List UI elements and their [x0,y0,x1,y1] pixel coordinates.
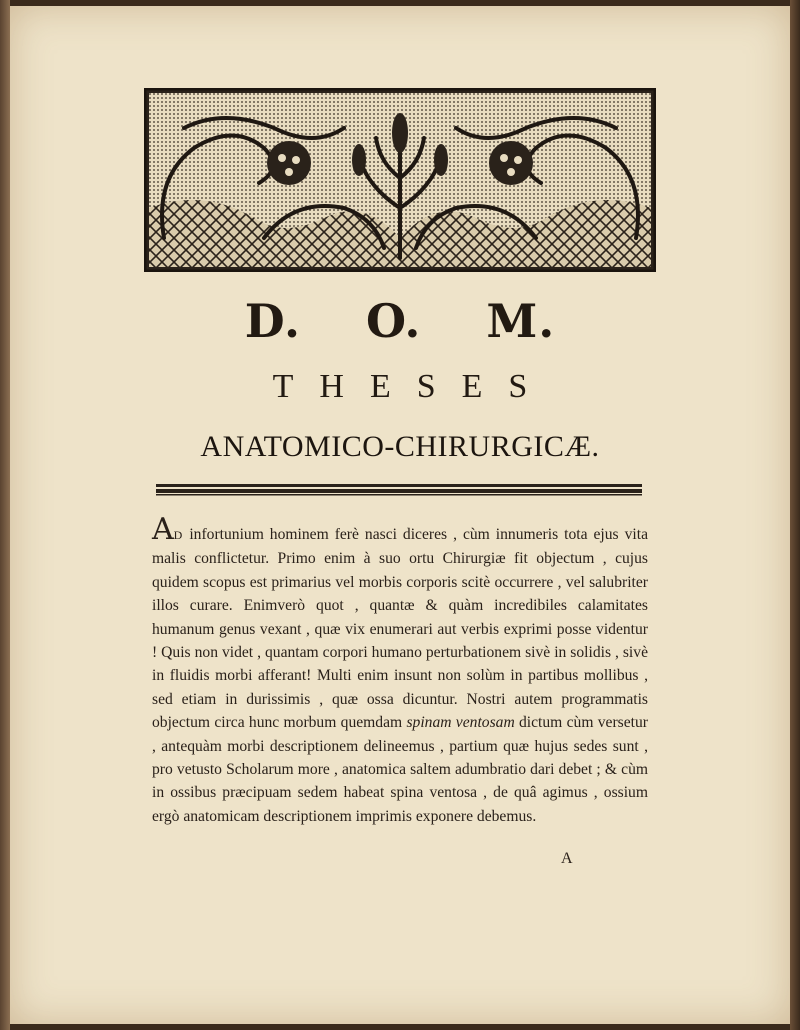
page-right-edge [790,0,800,1030]
page-binding-edge [0,0,10,1030]
catchword: A [561,850,573,867]
body-paragraph [152,512,648,828]
subtitle-heading: ANATOMICO-CHIRURGICÆ. [200,430,600,463]
theses-heading: THESES [272,368,554,405]
small-cap: D [173,528,184,542]
body-text-part-2: dictum cùm versetur , antequàm morbi descriptionem delineemus , partium quæ hujus sedes sunt , pro vetusto Scholarum more , anatomica saltem adumbratio dari debet ; & cùm in ossibus præcipuam sedem habeat spina ventosa , de quâ agimus , ossium ergò anatomicam descriptionem imprimis exponere debemus. [152,714,648,825]
dom-heading: D. O. M. [244,294,556,348]
body-text-part-1: infortunium hominem ferè nasci diceres , cùm innumeris tota ejus vita malis conflictetur. Primo enim à suo ortu Chirurgiæ fit objectum , cujus quidem scopus est primarius vel morbis corporis scitè occurrere , vel salubriter illos curare. Enimverò quot , quantæ & quàm incredibiles calamitates humanum genus vexant , quæ vix enumerari aut verbis exprimi posse videntur ! Quis non videt , quantam corpori humano perturbationem sivè in solidis , sivè in fluidis morbi afferant! Multi enim insunt non solùm in partibus mollibus , sed etiam in durissimis , quæ ossa dicuntur. Nostri autem programmatis objectum circa hunc morbum quemdam [152,526,648,732]
body-italic-term: spinam ventosam [406,714,515,732]
decorative-rule [156,484,642,496]
book-page [10,6,790,1024]
drop-cap: A [152,512,174,547]
baroque-floral-headpiece-icon [144,88,656,272]
